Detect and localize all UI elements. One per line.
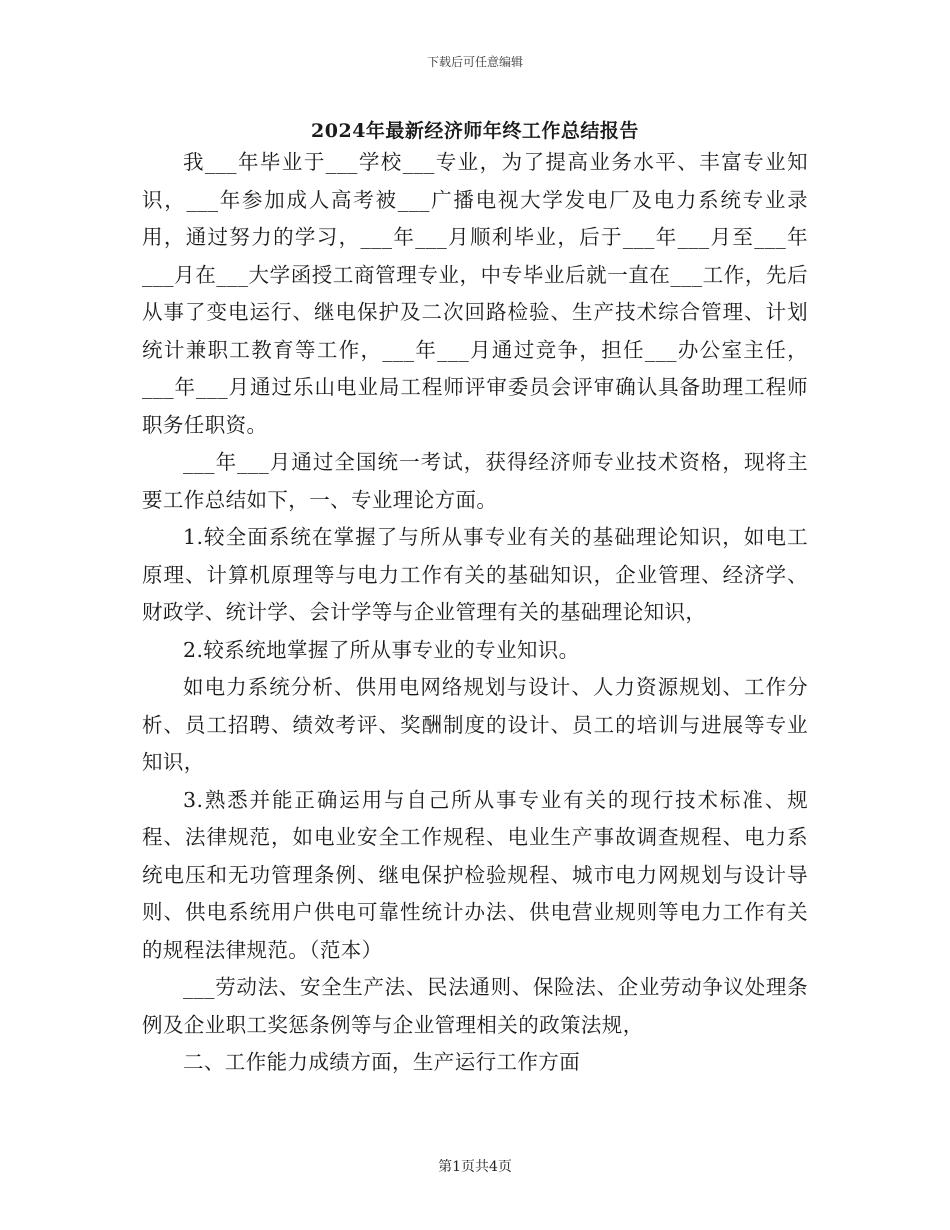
document-title: 2024年最新经济师年终工作总结报告 [311, 120, 639, 142]
document-body [142, 144, 808, 1082]
paragraph-background: 我___年毕业于___学校___专业，为了提高业务水平、丰富专业知识，___年参加成人高考被___广播电视大学发电厂及电力系统专业录用，通过努力的学习，___年___月顺利毕业，后于___年___月至___年___月在___大学函授工商管理专业，中专毕业后就一直在___工作，先后从事了变电运行、继电保护及二次回路检验、生产技术综合管理、计划统计兼职工教育等工作，___年___月通过竞争，担任___办公室主任，___年___月通过乐山电业局工程师评审委员会评审确认具备助理工程师职务任职资。 [142, 150, 808, 437]
paragraph-item-1: 1.较全面系统在掌握了与所从事专业有关的基础理论知识，如电工原理、计算机原理等与电力工作有关的基础知识，企业管理、经济学、财政学、统计学、会计学等与企业管理有关的基础理论知识， [142, 525, 808, 624]
paragraph-qualification: ___年___月通过全国统一考试，获得经济师专业技术资格，现将主要工作总结如下，一、专业理论方面。 [142, 450, 808, 512]
paragraph-item-3: 3.熟悉并能正确运用与自己所从事专业有关的现行技术标准、规程、法律规范，如电业安全工作规程、电业生产事故调查规程、电力系统电压和无功管理条例、继电保护检验规程、城市电力网规划与设计导则、供电系统用户供电可靠性统计办法、供电营业规则等电力工作有关的规程法律规范。（范本） [142, 787, 808, 962]
page-number-footer: 第1页共4页 [438, 1159, 512, 1175]
paragraph-regulations: ___劳动法、安全生产法、民法通则、保险法、企业劳动争议处理条例及企业职工奖惩条例等与企业管理相关的政策法规， [142, 975, 808, 1037]
paragraph-item-2-detail: 如电力系统分析、供用电网络规划与设计、人力资源规划、工作分析、员工招聘、绩效考评、奖酬制度的设计、员工的培训与进展等专业知识， [142, 675, 808, 774]
paragraph-item-2: 2.较系统地掌握了所从事专业的专业知识。 [183, 637, 580, 662]
page-header-note: 下载后可任意编辑 [426, 55, 523, 69]
section-heading-work-ability: 二、工作能力成绩方面，生产运行工作方面 [183, 1050, 581, 1074]
